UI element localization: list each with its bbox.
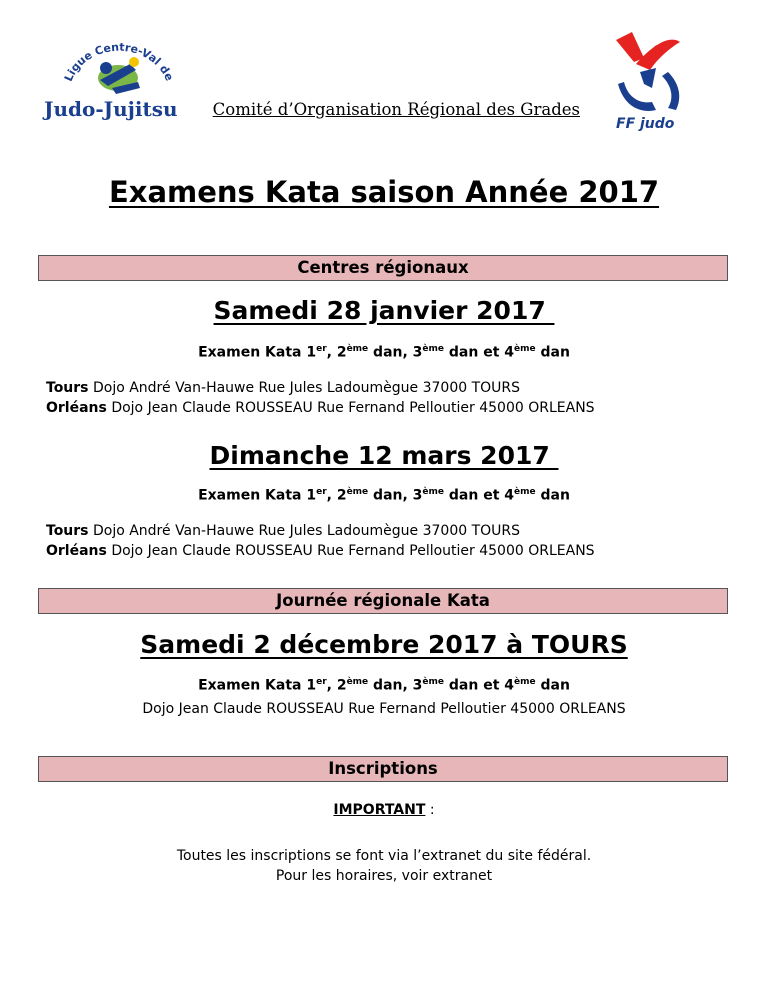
section-band-journee: Journée régionale Kata bbox=[38, 588, 728, 614]
logo-word: Judo-Jujitsu bbox=[44, 97, 178, 121]
ligue-logo bbox=[40, 28, 200, 124]
important-notice: IMPORTANT : bbox=[333, 802, 435, 818]
location-list-2 bbox=[46, 521, 595, 561]
page-title: Examens Kata saison Année 2017 bbox=[108, 175, 660, 209]
event-date-3: Samedi 2 décembre 2017 à TOURS bbox=[140, 630, 628, 659]
exam-levels-3: Examen Kata 1er, 2ème dan, 3ème dan et 4ème dan bbox=[198, 677, 570, 694]
ffjudo-logo-text: FF judo bbox=[616, 116, 675, 132]
event-date-2: Dimanche 12 mars 2017 bbox=[209, 441, 559, 470]
location-tours: Tours Dojo André Van-Hauwe Rue Jules Ladoumègue 37000 TOURS bbox=[46, 380, 521, 396]
important-label: IMPORTANT bbox=[333, 802, 426, 818]
location-list-1 bbox=[46, 378, 595, 418]
section-band-centres: Centres régionaux bbox=[38, 255, 728, 281]
inscriptions-line-1: Toutes les inscriptions se font via l’extranet du site fédéral. bbox=[176, 848, 592, 864]
exam-levels-1: Examen Kata 1er, 2ème dan, 3ème dan et 4ème dan bbox=[198, 344, 570, 361]
logo-arc-text: Ligue Centre-Val de bbox=[61, 40, 176, 84]
location-tours: Tours Dojo André Van-Hauwe Rue Jules Ladoumègue 37000 TOURS bbox=[46, 523, 521, 539]
exam-levels-2: Examen Kata 1er, 2ème dan, 3ème dan et 4ème dan bbox=[198, 487, 570, 504]
event-date-1: Samedi 28 janvier 2017 bbox=[213, 296, 555, 325]
location-address-3: Dojo Jean Claude ROUSSEAU Rue Fernand Pelloutier 45000 ORLEANS bbox=[142, 701, 626, 717]
section-band-inscriptions: Inscriptions bbox=[38, 756, 728, 782]
location-orleans: Orléans Dojo Jean Claude ROUSSEAU Rue Fernand Pelloutier 45000 ORLEANS bbox=[46, 543, 595, 559]
location-orleans: Orléans Dojo Jean Claude ROUSSEAU Rue Fernand Pelloutier 45000 ORLEANS bbox=[46, 400, 595, 416]
inscriptions-line-2: Pour les horaires, voir extranet bbox=[275, 868, 493, 884]
ffjudo-logo bbox=[610, 28, 690, 132]
committee-title: Comité d’Organisation Régional des Grades bbox=[212, 100, 580, 119]
